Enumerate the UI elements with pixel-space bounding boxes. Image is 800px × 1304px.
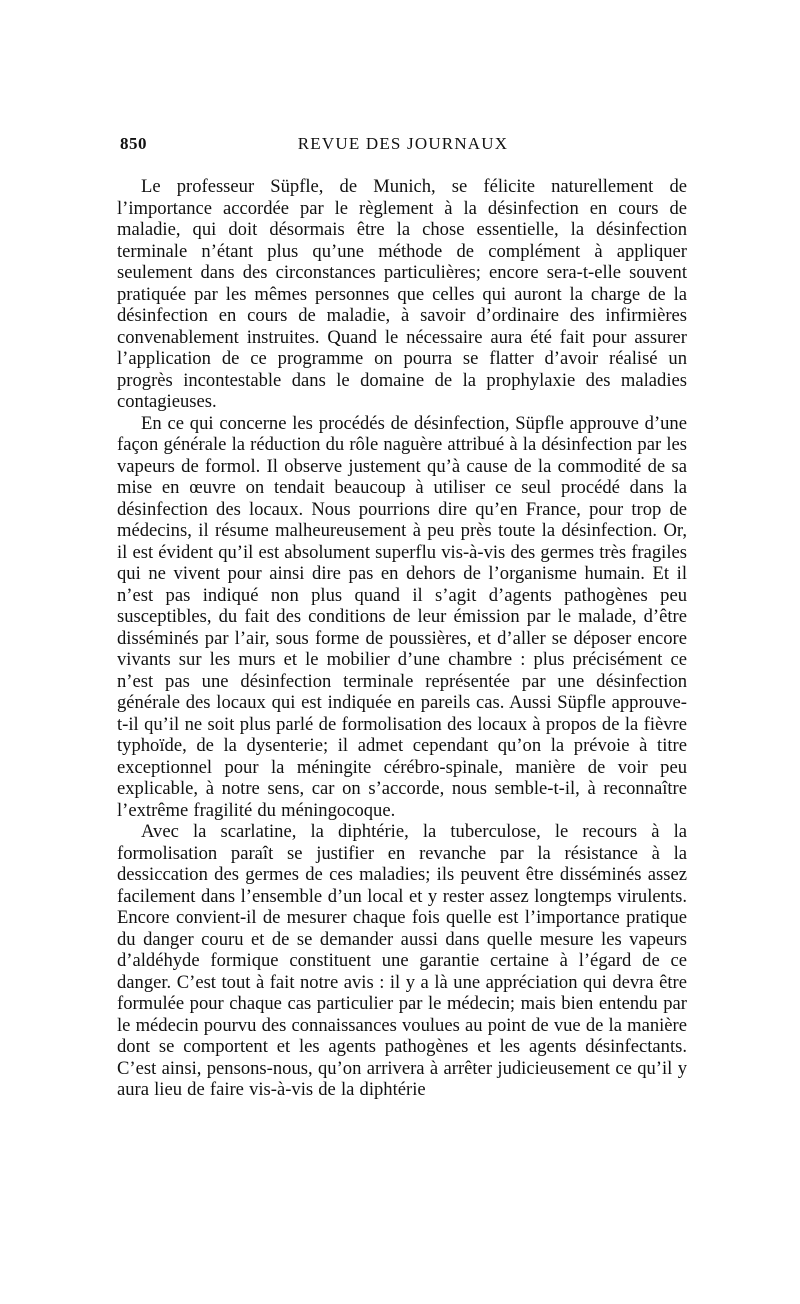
paragraph: Le professeur Süpfle, de Munich, se félicite naturellement de l’importance accordée par le règlement à la désinfection en cours de maladie, qui doit désormais être la chose essentielle, la désinfection terminale n’étant plus qu’une méthode de complément à appliquer seulement dans des circonstances particulières; encore sera-t-elle souvent pratiquée par les mêmes personnes que celles qui auront la charge de la désinfection en cours de maladie, à savoir d’ordinaire des infirmières convenablement instruites. Quand le nécessaire aura été fait pour assurer l’application de ce programme on pourra se flatter d’avoir réalisé un progrès incontestable dans le domaine de la prophylaxie des maladies contagieuses. <box>117 176 687 412</box>
page-number: 850 <box>120 134 147 153</box>
paragraph: En ce qui concerne les procédés de désinfection, Süpfle approuve d’une façon générale la réduction du rôle naguère attribué à la désinfection par les vapeurs de formol. Il observe justement qu’à cause de la commodité de sa mise en œuvre on tendait beaucoup à utiliser ce seul procédé dans la désinfection des locaux. Nous pourrions dire qu’en France, pour trop de médecins, il résume malheureusement à peu près toute la désinfection. Or, il est évident qu’il est absolument superflu vis-à-vis des germes très fragiles qui ne vivent pour ainsi dire pas en dehors de l’organisme humain. Et il n’est pas indiqué non plus quand il s’agit d’agents pathogènes peu susceptibles, du fait des conditions de leur émission par le malade, d’être disséminés par l’air, sous forme de poussières, et d’aller se déposer encore vivants sur les murs et le mobilier d’une chambre : plus précisément ce n’est pas une désinfection terminale représentée par une désinfection générale des locaux qui est indiquée en pareils cas. Aussi Süpfle approuve-t-il qu’il ne soit plus parlé de formolisation des locaux à propos de la fièvre typhoïde, de la dysenterie; il admet cependant qu’on la prévoie à titre exceptionnel pour la méningite cérébro-spinale, manière de voir peu explicable, à notre sens, car on s’accorde, nous semble-t-il, à reconnaître l’extrême fragilité du méningocoque. <box>117 412 687 821</box>
journal-title: REVUE DES JOURNAUX <box>297 134 509 153</box>
article-body <box>117 176 687 1101</box>
running-head <box>120 134 686 162</box>
paragraph: Avec la scarlatine, la diphtérie, la tuberculose, le recours à la formolisation paraît se justifier en revanche par la résistance à la dessiccation des germes de ces maladies; ils peuvent être disséminés assez facilement dans l’ensemble d’un local et y rester assez longtemps virulents. Encore convient-il de mesurer chaque fois quelle est l’importance pratique du danger couru et de se demander aussi dans quelle mesure les vapeurs d’aldéhyde formique constituent une garantie certaine à l’égard de ce danger. C’est tout à fait notre avis : il y a là une appréciation qui devra être formulée pour chaque cas particulier par le médecin; mais bien entendu par le médecin pourvu des connaissances voulues au point de vue de la manière dont se comportent et les agents pathogènes et les agents désinfectants. C’est ainsi, pensons-nous, qu’on arrivera à arrêter judicieusement ce qu’il y aura lieu de faire vis-à-vis de la diphtérie <box>117 821 687 1100</box>
